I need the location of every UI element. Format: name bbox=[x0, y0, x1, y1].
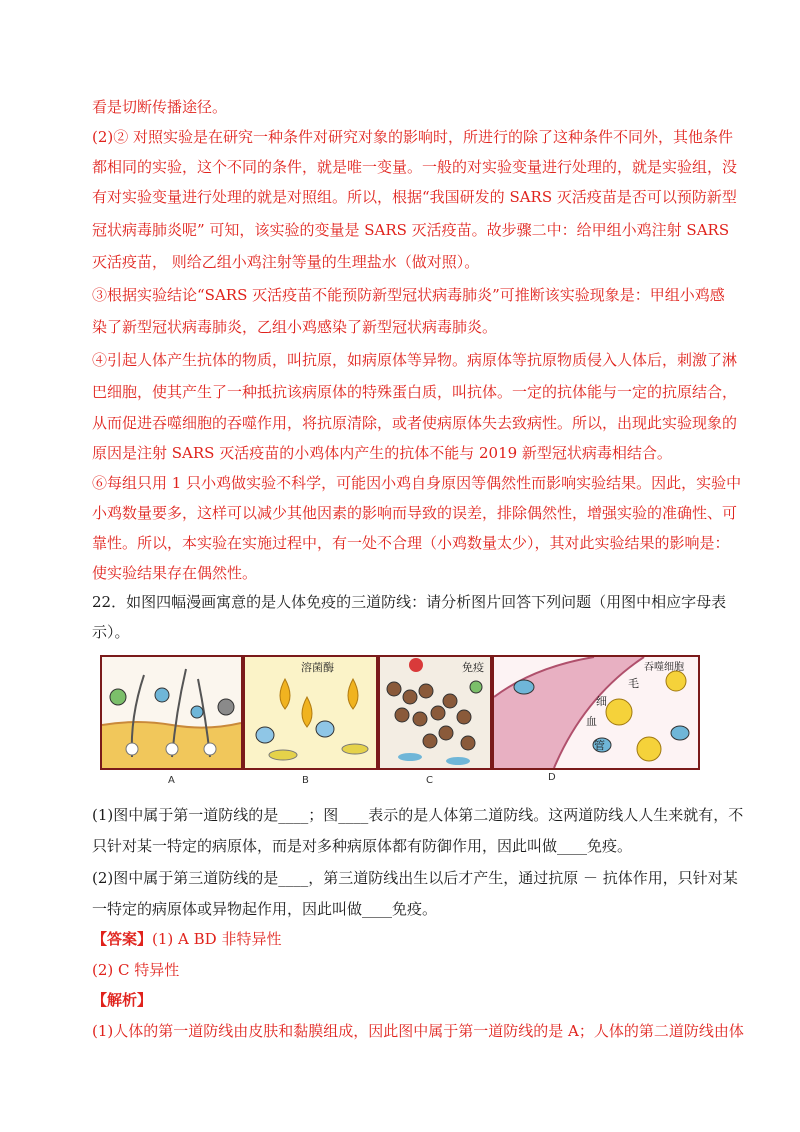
panel-c-label: 免疫 bbox=[462, 661, 484, 674]
question-stem: 示）。 bbox=[92, 623, 130, 641]
panel-d-label-xi: 细 bbox=[596, 695, 607, 708]
text-line: 从而促进吞噬细胞的吞噬作用，将抗原清除，或者使病原体失去致病性。所以，出现此实验现象的 bbox=[92, 414, 738, 432]
answer-text: (1) A BD 非特异性 bbox=[152, 930, 282, 948]
text-line: 染了新型冠状病毒肺炎，乙组小鸡感染了新型冠状病毒肺炎。 bbox=[92, 318, 498, 336]
answer-tag: 【答案】 bbox=[92, 930, 153, 948]
text-line: ③根据实验结论“SARS 灭活疫苗不能预防新型冠状病毒肺炎”可推断该实验现象是：甲组小鸡感 bbox=[92, 286, 725, 304]
text-line: 看是切断传播途径。 bbox=[92, 98, 228, 116]
immune-defense-figure bbox=[100, 655, 700, 770]
answer-line-2: (2) C 特异性 bbox=[92, 961, 180, 979]
question-2-line: 一特定的病原体或异物起作用，因此叫做____免疫。 bbox=[92, 900, 438, 918]
panel-d-label-phagocyte: 吞噬细胞 bbox=[644, 662, 684, 673]
text-line: ⑥每组只用 1 只小鸡做实验不科学，可能因小鸡自身原因等偶然性而影响实验结果。因此，实验中 bbox=[92, 474, 742, 492]
text-line: 都相同的实验，这个不同的条件，就是唯一变量。一般的对实验变量进行处理的，就是实验组，没 bbox=[92, 158, 738, 176]
answer-line bbox=[92, 929, 281, 949]
text-line: 有对实验变量进行处理的就是对照组。所以，根据“我国研发的 SARS 灭活疫苗是否可以预防新型 bbox=[92, 188, 737, 206]
text-line: 冠状病毒肺炎呢” 可知，该实验的变量是 SARS 灭活疫苗。故步骤二中：给甲组小鸡注射 SARS bbox=[92, 221, 730, 239]
text-line: 使实验结果存在偶然性。 bbox=[92, 564, 258, 582]
skin-cartoon-icon bbox=[102, 657, 241, 768]
panel-a bbox=[100, 655, 243, 770]
analysis-line: (1)人体的第一道防线由皮肤和黏膜组成，因此图中属于第一道防线的是 A；人体的第二道防线由体 bbox=[92, 1022, 744, 1040]
panel-d-label-guan: 管 bbox=[594, 739, 605, 752]
panel-d bbox=[492, 655, 700, 770]
question-1-line: 只针对某一特定的病原体，而是对多种病原体都有防御作用，因此叫做____免疫。 bbox=[92, 837, 633, 855]
text-line: ④引起人体产生抗体的物质，叫抗原，如病原体等异物。病原体等抗原物质侵入人体后，刺激了淋 bbox=[92, 351, 738, 369]
panel-c bbox=[378, 655, 492, 770]
text-line: 原因是注射 SARS 灭活疫苗的小鸡体内产生的抗体不能与 2019 新型冠状病毒相结合。 bbox=[92, 444, 672, 462]
text-line: 巴细胞，使其产生了一种抵抗该病原体的特殊蛋白质，叫抗体。一定的抗体能与一定的抗原结合， bbox=[92, 383, 738, 401]
question-1-line: (1)图中属于第一道防线的是____；图____表示的是人体第二道防线。这两道防线人人生来就有，不 bbox=[92, 806, 744, 824]
caption-c: C bbox=[426, 775, 433, 786]
analysis-tag-line bbox=[92, 990, 152, 1010]
caption-d: D bbox=[548, 772, 556, 783]
text-line: 灭活疫苗， 则给乙组小鸡注射等量的生理盐水（做对照）。 bbox=[92, 253, 480, 271]
caption-b: B bbox=[302, 775, 309, 786]
text-line: 靠性。所以，本实验在实施过程中，有一处不合理（小鸡数量太少），其对此实验结果的影响是： bbox=[92, 534, 730, 552]
question-stem: 22．如图四幅漫画寓意的是人体免疫的三道防线：请分析图片回答下列问题（用图中相应字母表 bbox=[92, 593, 727, 611]
text-line: 小鸡数量要多，这样可以减少其他因素的影响而导致的误差，排除偶然性，增强实验的准确性、可 bbox=[92, 504, 738, 522]
analysis-tag: 【解析】 bbox=[92, 991, 153, 1009]
panel-b bbox=[243, 655, 378, 770]
panel-d-label-xue: 血 bbox=[586, 715, 597, 728]
text-line: (2)② 对照实验是在研究一种条件对研究对象的影响时，所进行的除了这种条件不同外，其他条件 bbox=[92, 128, 734, 146]
question-2-line: (2)图中属于第三道防线的是____，第三道防线出生以后才产生，通过抗原 － 抗体作用，只针对某 bbox=[92, 869, 738, 887]
panel-b-label: 溶菌酶 bbox=[301, 661, 334, 674]
caption-a: A bbox=[168, 775, 175, 786]
panel-d-label-mao: 毛 bbox=[628, 677, 639, 690]
